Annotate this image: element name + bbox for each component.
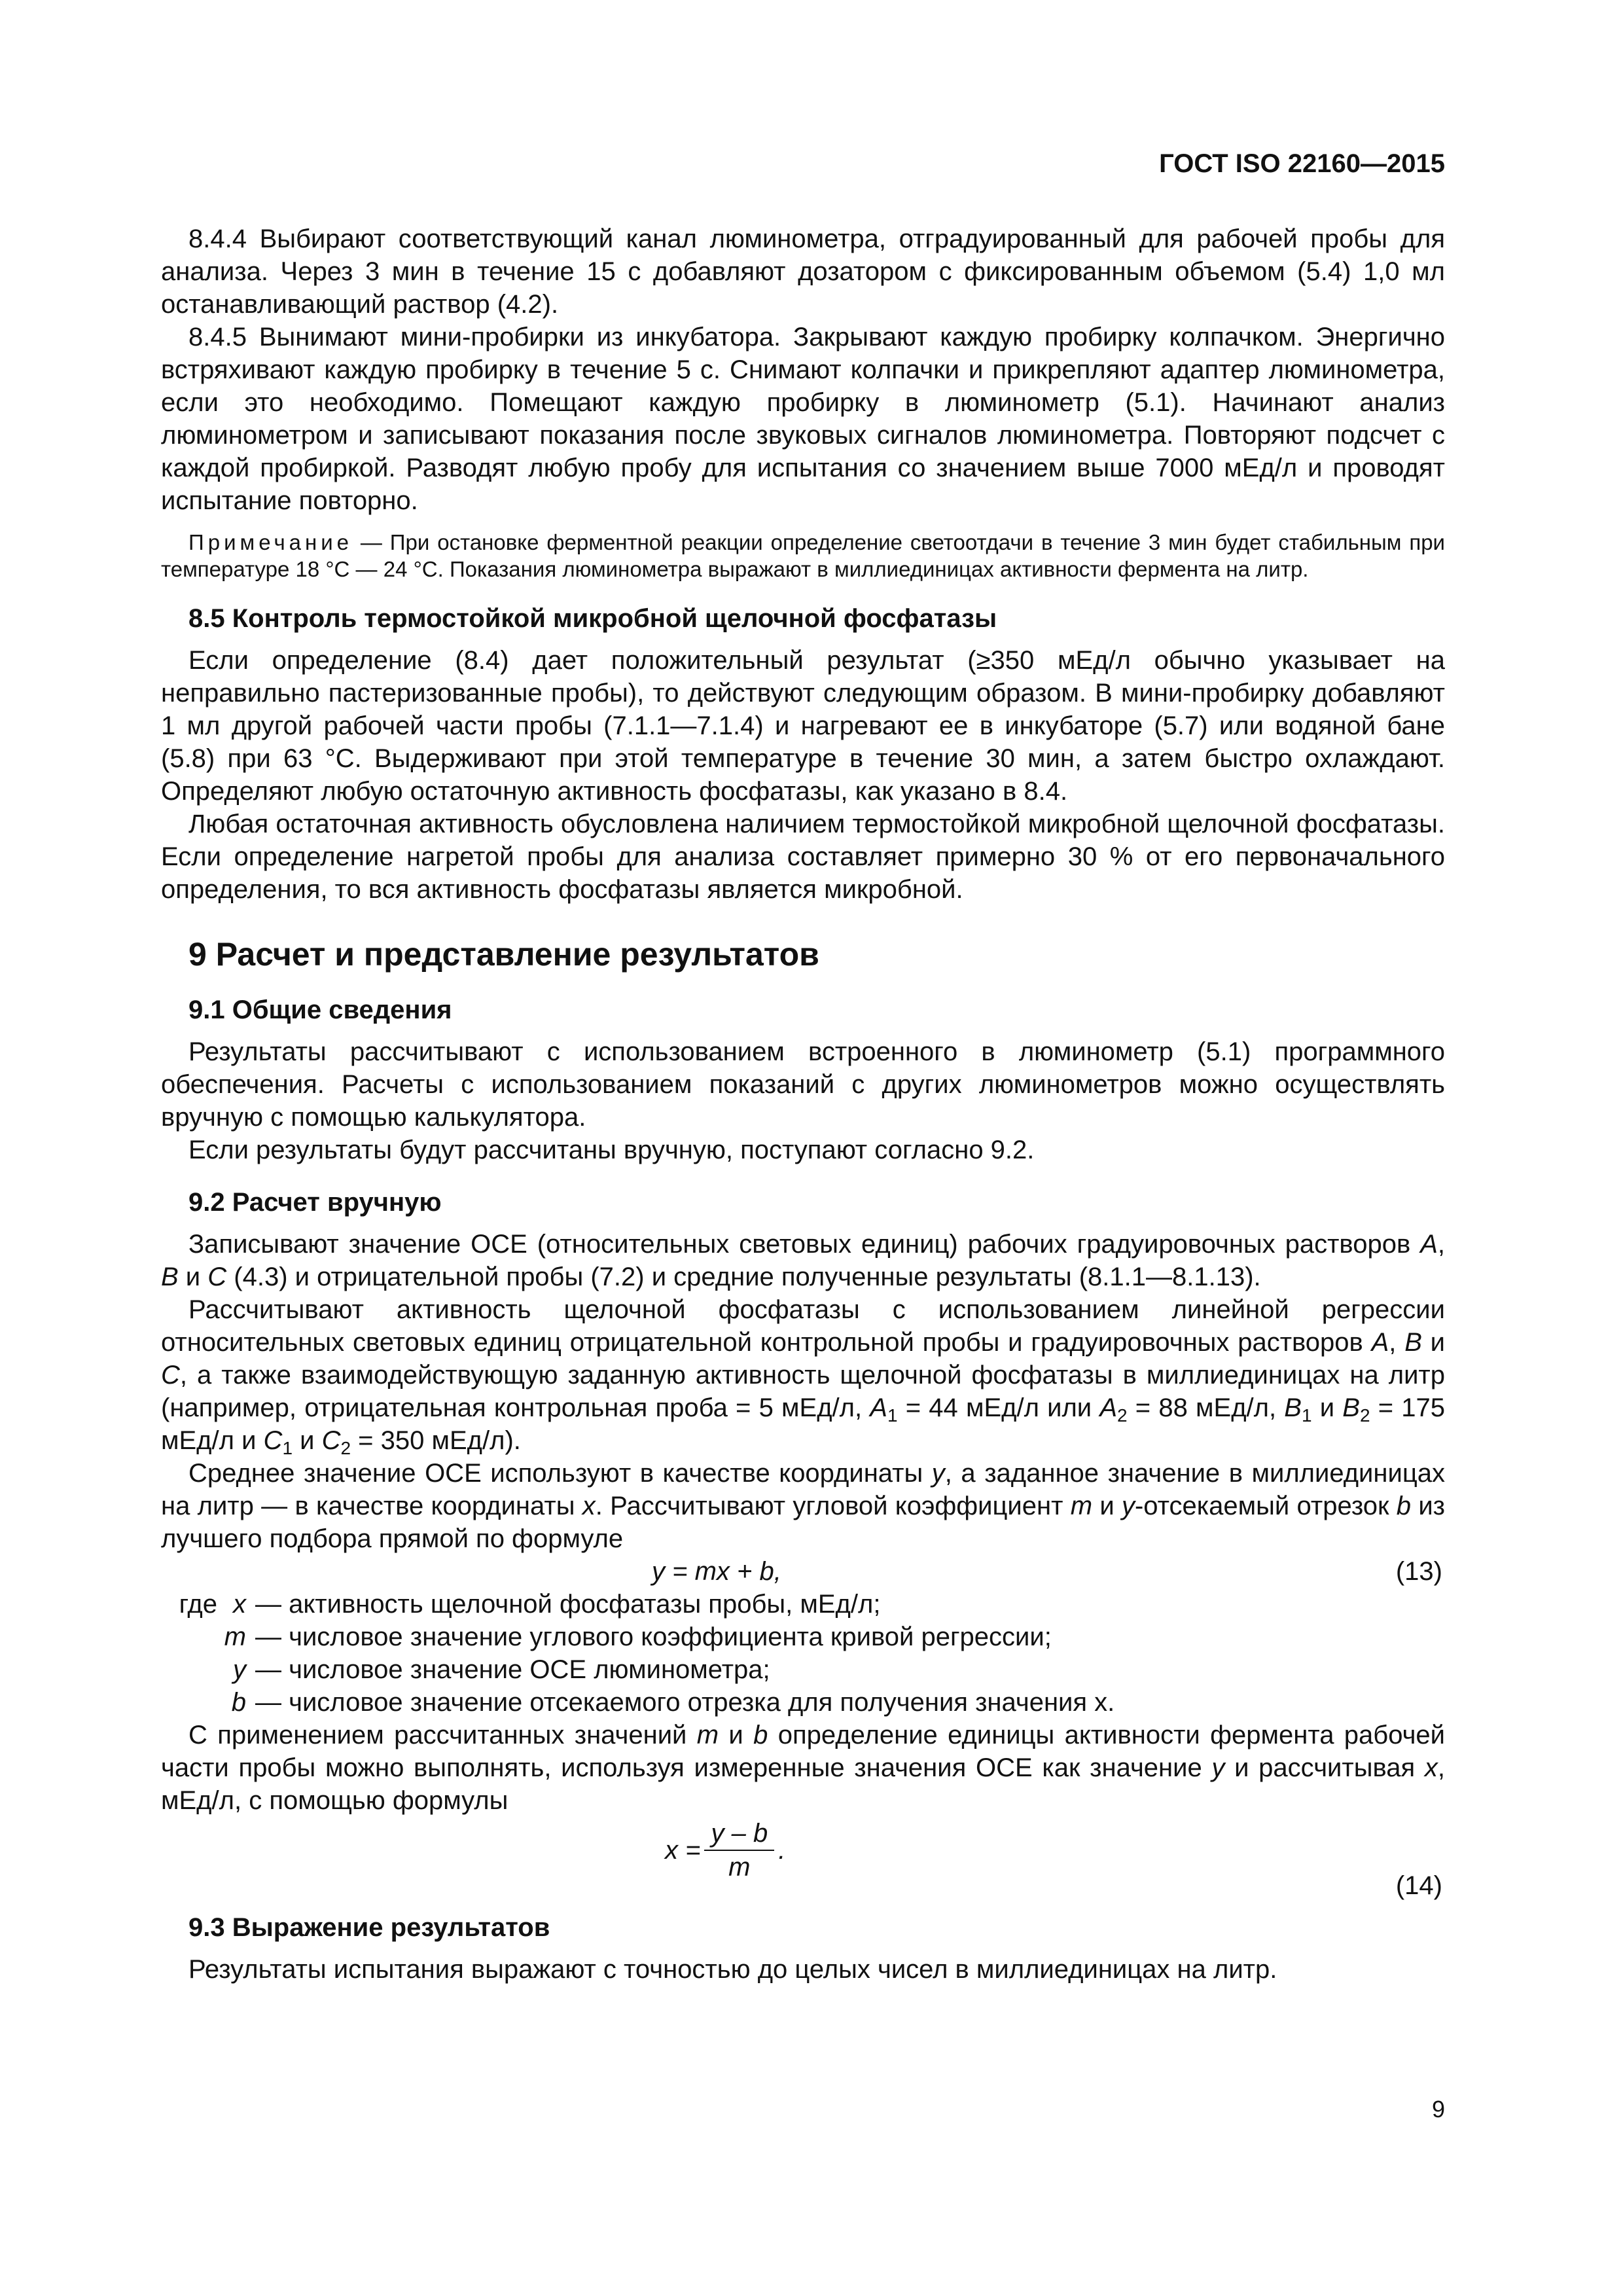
subscript: 2 <box>1117 1405 1128 1426</box>
subscript: 1 <box>282 1438 293 1458</box>
var-y: у <box>1211 1753 1225 1782</box>
text-run: = 88 мЕд/л, <box>1127 1393 1285 1422</box>
document-header: ГОСТ ISO 22160—2015 <box>1159 149 1445 178</box>
var-a1: А <box>870 1393 887 1422</box>
fraction-denominator: m <box>728 1853 751 1882</box>
text-run: и <box>1421 1328 1445 1357</box>
subscript: 2 <box>340 1438 351 1458</box>
text-run: -отсекаемый отрезок <box>1134 1492 1397 1520</box>
text-run: и <box>719 1721 754 1749</box>
var-c: С <box>161 1361 180 1390</box>
where-item <box>161 1686 1445 1719</box>
subscript: 1 <box>887 1405 898 1426</box>
var-a: А <box>1371 1328 1389 1357</box>
text-run: = 350 мЕд/л). <box>351 1426 521 1455</box>
symbol-y: у <box>233 1655 246 1684</box>
where-list <box>161 1588 1445 1719</box>
var-c1: С <box>263 1426 283 1455</box>
text-run: , а также взаимодействующую заданную активность щелочной фосфатазы в миллиединицах на литр (например, отрицательная контрольная проба = 5 мЕд/л, <box>161 1361 1445 1422</box>
paragraph-9-1-2: Если результаты будут рассчитаны вручную, поступают согласно 9.2. <box>188 1136 1035 1164</box>
text-run: = 175 мЕд/л и <box>161 1393 1445 1455</box>
where-text: — активность щелочной фосфатазы пробы, мЕд/л; <box>255 1590 881 1619</box>
page-number: 9 <box>1431 2096 1445 2123</box>
text-run: и рассчитывая <box>1224 1753 1425 1782</box>
var-c2: С <box>321 1426 341 1455</box>
where-symbol <box>161 1588 255 1621</box>
note-text: — При остановке ферментной реакции определение светоотдачи в течение 3 мин будет стабильным при температуре 18 °С — 24 °С. Показания люминометра выражают в миллиединицах активности фермента на литр. <box>161 530 1445 581</box>
formula-13-number: (13) <box>1395 1557 1442 1586</box>
var-a2: А <box>1099 1393 1118 1422</box>
paragraph-8-4-4: 8.4.4 Выбирают соответствующий канал люминометра, отградуированный для рабочей пробы для анализа. Через 3 мин в течение 15 с добавляют дозатором с фиксированным объемом (5.4) 1,0 мл останавливающий раствор (4.2). <box>161 224 1445 319</box>
fraction <box>704 1817 774 1884</box>
var-b1: В <box>1284 1393 1302 1422</box>
heading-9: 9 Расчет и представление результатов <box>188 936 819 973</box>
subscript: 2 <box>1359 1405 1370 1426</box>
var-a: А <box>1420 1230 1438 1259</box>
paragraph-8-5-1: Если определение (8.4) дает положительный результат (≥350 мЕд/л обычно указывает на неправильно пастеризованные пробы), то действуют следующим образом. В мини-пробирку добавляют 1 мл другой рабочей части пробы (7.1.1—7.1.4) и нагревают ее в инкубаторе (5.7) или водяной бане (5.8) при 63 °С. Выдерживают при этой температуре в течение 30 мин, а затем быстро охлаждают. Определяют любую остаточную активность фосфатазы, как указано в 8.4. <box>161 646 1445 806</box>
subscript: 1 <box>1301 1405 1312 1426</box>
paragraph-9-2-1 <box>161 1228 1445 1293</box>
text-run: , мЕд/л, с помощью формулы <box>161 1753 1446 1815</box>
var-b: В <box>161 1263 179 1291</box>
text-run: и <box>293 1426 322 1455</box>
text-run: = 44 мЕд/л или <box>897 1393 1100 1422</box>
text-run: Записывают значение ОСЕ (относительных световых единиц) рабочих градуировочных растворов <box>188 1230 1421 1259</box>
text-run: , а заданное значение в миллиединицах на литр — в качестве координаты <box>161 1459 1445 1520</box>
paragraph-9-3: Результаты испытания выражают с точностью до целых чисел в миллиединицах на литр. <box>188 1955 1277 1984</box>
paragraph-9-2-2 <box>161 1293 1445 1457</box>
heading-9-2: 9.2 Расчет вручную <box>188 1188 442 1217</box>
var-b: b <box>1396 1492 1412 1520</box>
formula-13-expression: у = mx + b, <box>652 1557 781 1586</box>
text-run: и <box>178 1263 208 1291</box>
text-run: и <box>1092 1492 1122 1520</box>
where-word: где <box>179 1590 217 1619</box>
formula-13 <box>161 1555 1445 1588</box>
paragraph-9-2-4 <box>161 1719 1445 1817</box>
text-run: , <box>1389 1328 1405 1357</box>
var-b2: В <box>1342 1393 1360 1422</box>
heading-9-1: 9.1 Общие сведения <box>188 996 452 1024</box>
where-text: — числовое значение отсекаемого отрезка для получения значения х. <box>255 1688 1115 1717</box>
symbol-m: m <box>224 1623 246 1651</box>
paragraph-9-2-3 <box>161 1457 1445 1555</box>
symbol-x: х <box>233 1590 246 1619</box>
var-b: b <box>753 1721 768 1749</box>
text-run: С применением рассчитанных значений <box>188 1721 697 1749</box>
var-b: В <box>1404 1328 1422 1357</box>
text-run: , <box>1437 1230 1445 1259</box>
text-run: и <box>1311 1393 1343 1422</box>
var-y: у <box>931 1459 945 1488</box>
formula-14-expression <box>665 1817 785 1884</box>
text-run: Среднее значение ОСЕ используют в качестве координаты <box>188 1459 932 1488</box>
text-run: из лучшего подбора прямой по формуле <box>161 1492 1446 1553</box>
text-run: определение единицы активности фермента рабочей части пробы можно выполнять, используя измеренные значения ОСЕ как значение <box>161 1721 1446 1782</box>
where-item <box>161 1653 1445 1686</box>
note-label: Примечание <box>188 530 353 554</box>
paragraph-8-5-2: Любая остаточная активность обусловлена наличием термостойкой микробной щелочной фосфатазы. Если определение нагретой пробы для анализа составляет примерно 30 % от его первоначального определения, то вся активность фосфатазы является микробной. <box>161 810 1445 904</box>
formula-14-lhs: х = <box>665 1836 701 1865</box>
document-body <box>161 223 1445 1986</box>
where-item <box>161 1588 1445 1621</box>
var-x: х <box>1424 1753 1438 1782</box>
symbol-b: b <box>231 1688 246 1717</box>
where-text: — числовое значение ОСЕ люминометра; <box>255 1655 770 1684</box>
formula-14-tail: . <box>778 1836 786 1865</box>
var-c: С <box>207 1263 227 1291</box>
heading-9-3: 9.3 Выражение результатов <box>188 1913 550 1942</box>
note <box>161 529 1445 583</box>
fraction-numerator: у – b <box>704 1817 774 1851</box>
text-run: Рассчитывают активность щелочной фосфатазы с использованием линейной регрессии относительных световых единиц отрицательной контрольной пробы и градуировочных растворов <box>161 1295 1445 1357</box>
var-x: х <box>582 1492 596 1520</box>
formula-14 <box>161 1817 1445 1902</box>
paragraph-9-1-1: Результаты рассчитывают с использованием встроенного в люминометр (5.1) программного обеспечения. Расчеты с использованием показаний с других люминометров можно осуществлять вручную с помощью калькулятора. <box>161 1037 1445 1132</box>
where-text: — числовое значение углового коэффициента кривой регрессии; <box>255 1623 1052 1651</box>
where-item <box>161 1621 1445 1653</box>
text-run: (4.3) и отрицательной пробы (7.2) и средние полученные результаты (8.1.1—8.1.13). <box>226 1263 1261 1291</box>
text-run: . Рассчитывают угловой коэффициент <box>595 1492 1071 1520</box>
var-m: m <box>1070 1492 1093 1520</box>
var-m: m <box>696 1721 719 1749</box>
paragraph-8-4-5: 8.4.5 Вынимают мини-пробирки из инкубатора. Закрывают каждую пробирку колпачком. Энергично встряхивают каждую пробирку в течение 5 с. Снимают колпачки и прикрепляют адаптер люминометра, если это необходимо. Помещают каждую пробирку в люминометр (5.1). Начинают анализ люминометром и записывают показания после звуковых сигналов люминометра. Повторяют подсчет с каждой пробиркой. Разводят любую пробу для испытания со значением выше 7000 мЕд/л и проводят испытание повторно. <box>161 323 1445 515</box>
formula-14-number: (14) <box>1395 1871 1442 1900</box>
var-y: у <box>1121 1492 1135 1520</box>
heading-8-5: 8.5 Контроль термостойкой микробной щелочной фосфатазы <box>188 604 997 633</box>
